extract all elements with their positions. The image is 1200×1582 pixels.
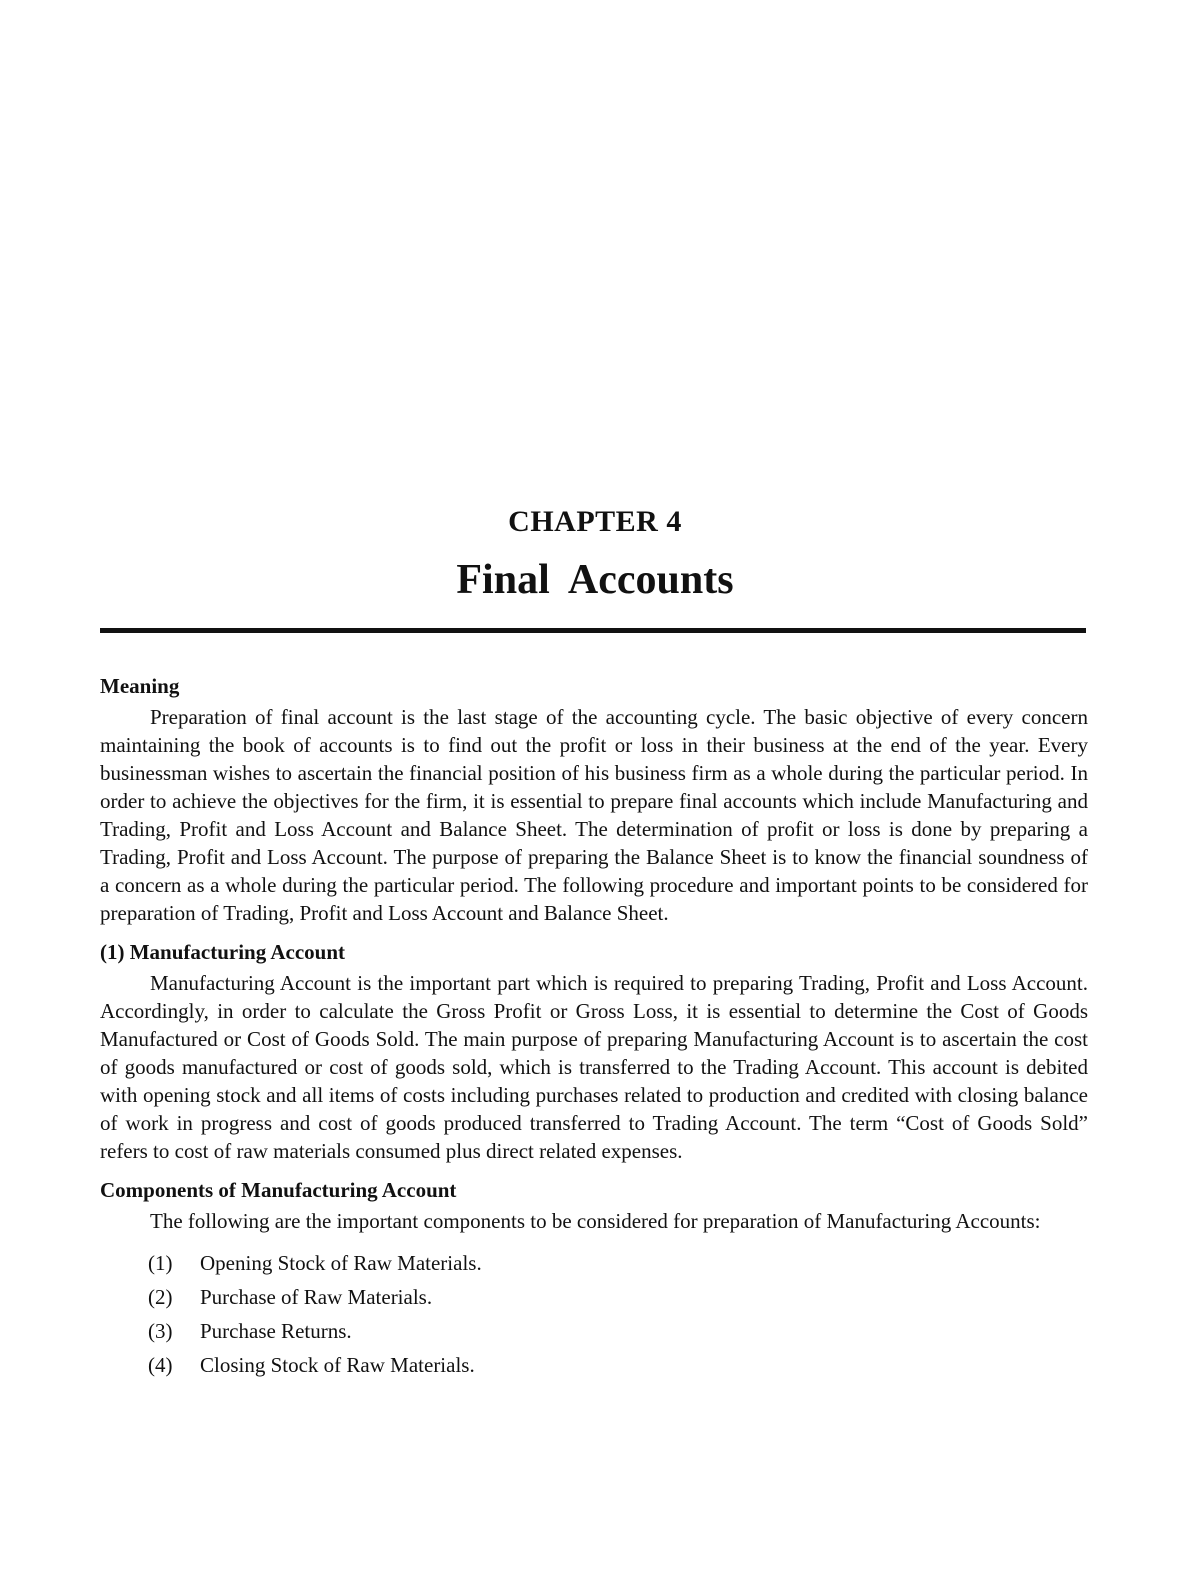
meaning-paragraph: Preparation of final account is the last stage of the accounting cycle. The basic objective of every concern maintaining the book of accounts is to find out the profit or loss in their business at the end of the year. Every businessman wishes to ascertain the financial position of his business firm as a whole during the particular period. In order to achieve the objectives for the firm, it is essential to prepare final accounts which include Manufacturing and Trading, Profit and Loss Account and Balance Sheet. The determination of profit or loss is done by preparing a Trading, Profit and Loss Account. The purpose of preparing the Balance Sheet is to know the financial soundness of a concern as a whole during the particular period. The following procedure and important points to be considered for preparation of Trading, Profit and Loss Account and Balance Sheet.	[100, 705, 1088, 925]
list-item	[100, 1317, 1088, 1345]
list-item	[100, 1351, 1088, 1379]
chapter-label: CHAPTER 4	[508, 505, 682, 538]
body-content	[100, 672, 1088, 1385]
manufacturing-paragraph: Manufacturing Account is the important part which is required to preparing Trading, Profit and Loss Account. Accordingly, in order to calculate the Gross Profit or Gross Loss, it is essential to determine the Cost of Goods Manufactured or Cost of Goods Sold. The main purpose of preparing Manufacturing Account is to ascertain the cost of goods manufactured or cost of goods sold, which is transferred to the Trading Account. This account is debited with opening stock and all items of costs including purchases related to production and credited with closing balance of work in progress and cost of goods produced transferred to Trading Account. The term “Cost of Goods Sold” refers to cost of raw materials consumed plus direct related expenses.	[100, 971, 1088, 1163]
components-list	[100, 1249, 1088, 1379]
list-item-number: (1)	[148, 1251, 173, 1275]
list-item-text: Purchase Returns.	[200, 1319, 352, 1343]
components-heading: Components of Manufacturing Account	[100, 1178, 457, 1202]
list-item-number: (4)	[148, 1353, 173, 1377]
title-divider	[100, 628, 1086, 633]
components-intro: The following are the important components to be considered for preparation of Manufacturing Accounts:	[150, 1209, 1041, 1233]
list-item	[100, 1283, 1088, 1311]
list-item-text: Purchase of Raw Materials.	[200, 1285, 433, 1309]
chapter-title: Final Accounts	[456, 557, 734, 603]
list-item-number: (3)	[148, 1319, 173, 1343]
list-item-number: (2)	[148, 1285, 173, 1309]
list-item-text: Closing Stock of Raw Materials.	[200, 1353, 475, 1377]
meaning-heading: Meaning	[100, 674, 180, 698]
list-item-text: Opening Stock of Raw Materials.	[200, 1251, 482, 1275]
list-item	[100, 1249, 1088, 1277]
manufacturing-heading: (1) Manufacturing Account	[100, 940, 345, 964]
